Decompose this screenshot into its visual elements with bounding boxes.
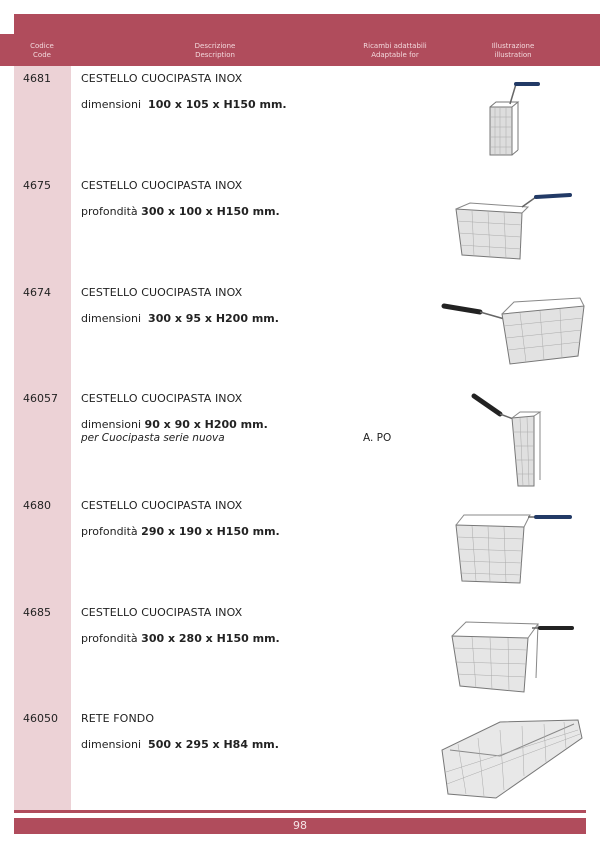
- dim-value: 100 x 105 x H150 mm.: [148, 98, 287, 111]
- product-dimensions: [81, 738, 279, 751]
- header-desc-it: Descrizione: [194, 42, 236, 50]
- product-dimensions: [81, 205, 280, 218]
- product-row: [0, 493, 600, 599]
- tall-basket-image: [480, 82, 550, 162]
- deep-basket-image: [450, 507, 575, 587]
- header-code: [22, 42, 62, 60]
- product-dimensions: [81, 312, 279, 325]
- dim-value: 300 x 280 x H150 mm.: [141, 632, 280, 645]
- product-title: CESTELLO CUOCIPASTA INOX: [81, 72, 243, 85]
- product-row: [0, 66, 600, 172]
- product-row: [0, 706, 600, 812]
- product-code: 4685: [23, 606, 51, 619]
- product-dimensions: [81, 418, 268, 431]
- product-row: [0, 386, 600, 492]
- header-adapt-it: Ricambi adattabili: [363, 42, 427, 50]
- dim-value: 300 x 100 x H150 mm.: [141, 205, 280, 218]
- tall-basket-angled-image: [468, 388, 548, 492]
- dim-label: dimensioni: [81, 418, 142, 431]
- header-code-it: Codice: [30, 42, 54, 50]
- product-row: [0, 600, 600, 706]
- dim-label: profondità: [81, 525, 138, 538]
- header-adaptable: [345, 42, 445, 60]
- product-title: CESTELLO CUOCIPASTA INOX: [81, 606, 243, 619]
- long-basket-image: [452, 187, 577, 265]
- header-illustration: [463, 42, 563, 60]
- product-code: 4681: [23, 72, 51, 85]
- product-code: 46057: [23, 392, 58, 405]
- product-row: [0, 173, 600, 279]
- product-row: [0, 280, 600, 386]
- page-number: 98: [293, 819, 307, 832]
- adaptable-for: A. PO: [363, 432, 392, 444]
- dim-value: 90 x 90 x H200 mm.: [144, 418, 268, 431]
- product-title: CESTELLO CUOCIPASTA INOX: [81, 392, 243, 405]
- dim-label: dimensioni: [81, 312, 142, 325]
- footer-bar: [14, 818, 586, 834]
- product-title: RETE FONDO: [81, 712, 155, 725]
- product-title: CESTELLO CUOCIPASTA INOX: [81, 179, 243, 192]
- dim-value: 290 x 190 x H150 mm.: [141, 525, 280, 538]
- dim-label: profondità: [81, 205, 138, 218]
- bottom-divider: [14, 810, 586, 813]
- product-dimensions: [81, 98, 287, 111]
- dim-label: dimensioni: [81, 98, 142, 111]
- dim-label: profondità: [81, 632, 138, 645]
- dim-value: 300 x 95 x H200 mm.: [148, 312, 279, 325]
- header-desc-en: Description: [195, 51, 235, 59]
- header-notch: [0, 14, 14, 34]
- dim-value: 500 x 295 x H84 mm.: [148, 738, 279, 751]
- header-code-en: Code: [33, 51, 51, 59]
- dim-label: dimensioni: [81, 738, 142, 751]
- product-note: per Cuocipasta serie nuova: [81, 432, 225, 444]
- header-illus-en: illustration: [494, 51, 532, 59]
- long-basket-left-handle-image: [440, 294, 588, 372]
- product-title: CESTELLO CUOCIPASTA INOX: [81, 499, 243, 512]
- product-code: 46050: [23, 712, 58, 725]
- product-dimensions: [81, 632, 280, 645]
- header-illus-it: Illustrazione: [491, 42, 535, 50]
- bottom-grid-image: [438, 716, 586, 802]
- product-dimensions: [81, 525, 280, 538]
- product-code: 4680: [23, 499, 51, 512]
- header-description: [160, 42, 270, 60]
- square-basket-image: [446, 614, 578, 698]
- product-code: 4675: [23, 179, 51, 192]
- header-adapt-en: Adaptable for: [371, 51, 419, 59]
- product-code: 4674: [23, 286, 51, 299]
- product-title: CESTELLO CUOCIPASTA INOX: [81, 286, 243, 299]
